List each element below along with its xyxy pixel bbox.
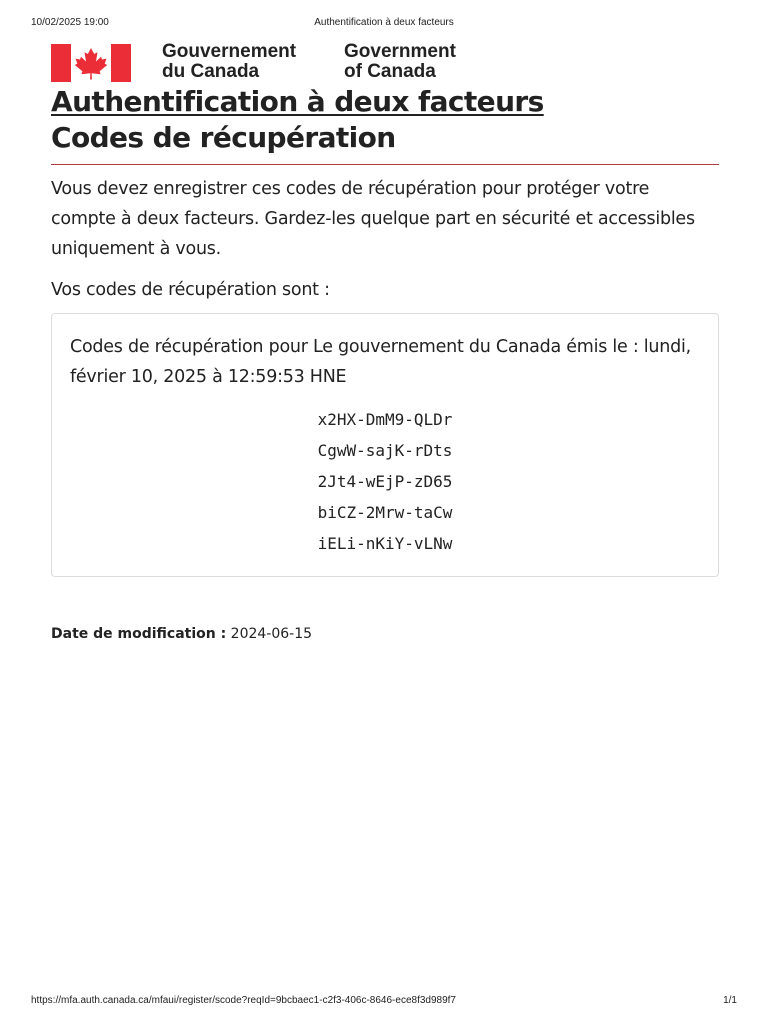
print-footer bbox=[0, 995, 768, 1009]
gc-wordmark-english: Government of Canada bbox=[344, 41, 456, 82]
print-header bbox=[0, 17, 768, 31]
gc-wordmark-french: Gouvernement du Canada bbox=[162, 41, 297, 82]
recovery-code-list bbox=[52, 404, 718, 559]
recovery-codes-heading: Codes de récupération pour Le gouvernement du Canada émis le : lundi, février 10, 2025 à 12:59:53 HNE bbox=[70, 337, 691, 387]
gc-signature[interactable] bbox=[51, 42, 551, 82]
recovery-codes-panel bbox=[51, 313, 719, 577]
print-page-count: 1/1 bbox=[723, 995, 737, 1006]
title-divider bbox=[51, 164, 719, 165]
recovery-code: x2HX-DmM9-QLDr bbox=[317, 410, 453, 429]
canada-flag-icon bbox=[51, 44, 131, 82]
title-subheading: Codes de récupération bbox=[51, 121, 396, 154]
intro-paragraph: Vous devez enregistrer ces codes de récupération pour protéger votre compte à deux facteurs. Gardez-les quelque part en sécurité et accessibles uniquement à vous. bbox=[51, 179, 695, 259]
date-modified-label: Date de modification : bbox=[51, 626, 227, 642]
date-modified bbox=[51, 624, 312, 644]
print-page-title: Authentification à deux facteurs bbox=[314, 17, 454, 28]
codes-lead-text: Vos codes de récupération sont : bbox=[51, 280, 330, 300]
page-title bbox=[51, 84, 544, 156]
recovery-code: CgwW-sajK-rDts bbox=[317, 441, 453, 460]
recovery-code: iELi-nKiY-vLNw bbox=[317, 534, 453, 553]
title-link[interactable]: Authentification à deux facteurs bbox=[51, 85, 544, 118]
recovery-code: 2Jt4-wEjP-zD65 bbox=[317, 472, 453, 491]
print-datetime: 10/02/2025 19:00 bbox=[31, 17, 109, 28]
date-modified-value: 2024-06-15 bbox=[230, 626, 313, 642]
recovery-code: biCZ-2Mrw-taCw bbox=[317, 503, 453, 522]
print-url: https://mfa.auth.canada.ca/mfaui/register/scode?reqId=9bcbaec1-c2f3-406c-8646-ece8f3d989f7 bbox=[31, 995, 456, 1006]
